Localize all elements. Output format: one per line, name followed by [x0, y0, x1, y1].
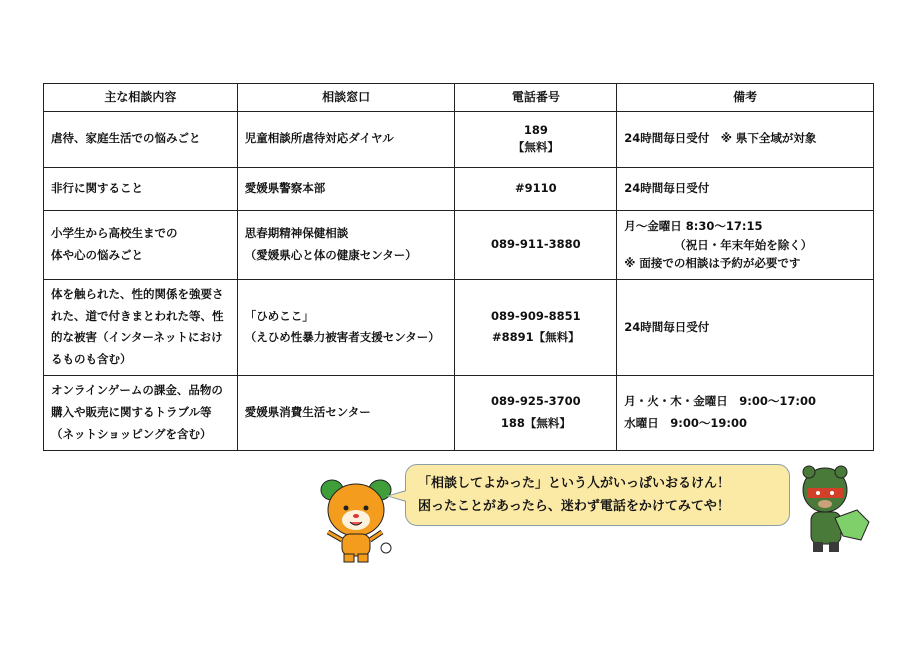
phone-cell: [455, 210, 617, 279]
topic-text: 非行に関すること: [51, 180, 143, 195]
contact-cell: [237, 111, 455, 167]
notes-cell: [617, 210, 874, 279]
speech-bubble: [405, 464, 790, 526]
table-row: [44, 210, 874, 279]
contact-cell: [237, 376, 455, 451]
notes-cell: [617, 279, 874, 375]
phone-cell: [455, 376, 617, 451]
topic-cell: [44, 167, 238, 210]
contact-text: 思春期精神保健相談: [244, 225, 349, 240]
contact-text: （えひめ性暴力被害者支援センター）: [244, 330, 440, 345]
contact-cell: [237, 167, 455, 210]
topic-cell: [44, 210, 238, 279]
topic-text: 体や心の悩みごと: [51, 247, 143, 262]
header-topic: 主な相談内容: [44, 84, 238, 112]
contact-text: （愛媛県心と体の健康センター）: [244, 247, 417, 262]
table-header-row: [44, 84, 874, 112]
notes-cell: [617, 167, 874, 210]
notes-cell: [617, 376, 874, 451]
phone-number: 188【無料】: [500, 415, 571, 430]
phone-cell: [455, 111, 617, 167]
table-row: [44, 376, 874, 451]
green-mascot-icon: [795, 462, 875, 557]
contact-text: 「ひめここ」: [244, 308, 314, 323]
phone-number: #8891【無料】: [492, 330, 580, 345]
table-row: [44, 111, 874, 167]
contact-cell: [237, 279, 455, 375]
phone-number: #9110: [515, 180, 557, 195]
notes-text: 月・火・木・金曜日 9:00～17:00: [624, 394, 816, 409]
topic-text: オンラインゲームの課金、品物の購入や販売に関するトラブル等（ネットショッピングを含む）: [51, 383, 223, 441]
contact-text: 愛媛県警察本部: [244, 180, 326, 195]
header-contact: 相談窓口: [237, 84, 455, 112]
contact-text: 児童相談所虐待対応ダイヤル: [244, 131, 394, 146]
notes-text: 水曜日 9:00～19:00: [624, 415, 747, 430]
table-row: [44, 279, 874, 375]
topic-cell: [44, 376, 238, 451]
phone-number: 089-925-3700: [491, 394, 581, 409]
notes-text: 24時間毎日受付: [624, 319, 710, 334]
notes-cell: [617, 111, 874, 167]
notes-text: 24時間毎日受付: [624, 180, 710, 195]
phone-number: 089-911-3880: [491, 236, 581, 251]
topic-cell: [44, 279, 238, 375]
contact-cell: [237, 210, 455, 279]
notes-text: 月～金曜日 8:30～17:15: [624, 219, 763, 234]
topic-text: 小学生から高校生までの: [51, 225, 178, 240]
table-row: [44, 167, 874, 210]
contact-text: 愛媛県消費生活センター: [244, 405, 371, 420]
topic-text: 虐待、家庭生活での悩みごと: [51, 131, 201, 146]
topic-cell: [44, 111, 238, 167]
notes-text: 24時間毎日受付 ※ 県下全域が対象: [624, 131, 817, 146]
phone-cell: [455, 167, 617, 210]
notes-text: ※ 面接での相談は予約が必要です: [624, 255, 801, 270]
orange-mascot-icon: [318, 470, 398, 565]
topic-text: 体を触られた、性的関係を強要された、道で付きまとわれた等、性的な被害（インターネットにおけるものも含む）: [51, 286, 224, 367]
header-notes: 備考: [617, 84, 874, 112]
phone-note: 【無料】: [512, 140, 559, 155]
header-phone: 電話番号: [455, 84, 617, 112]
consultation-table: [43, 83, 874, 451]
phone-cell: [455, 279, 617, 375]
notes-text: （祝日・年末年始を除く）: [674, 237, 813, 252]
phone-number: 089-909-8851: [491, 308, 581, 323]
bubble-line-2: 困ったことがあったら、迷わず電話をかけてみてや！: [418, 498, 730, 514]
phone-number: 189: [523, 123, 548, 138]
bubble-line-1: 「相談してよかった」という人がいっぱいおるけん！: [418, 476, 731, 491]
